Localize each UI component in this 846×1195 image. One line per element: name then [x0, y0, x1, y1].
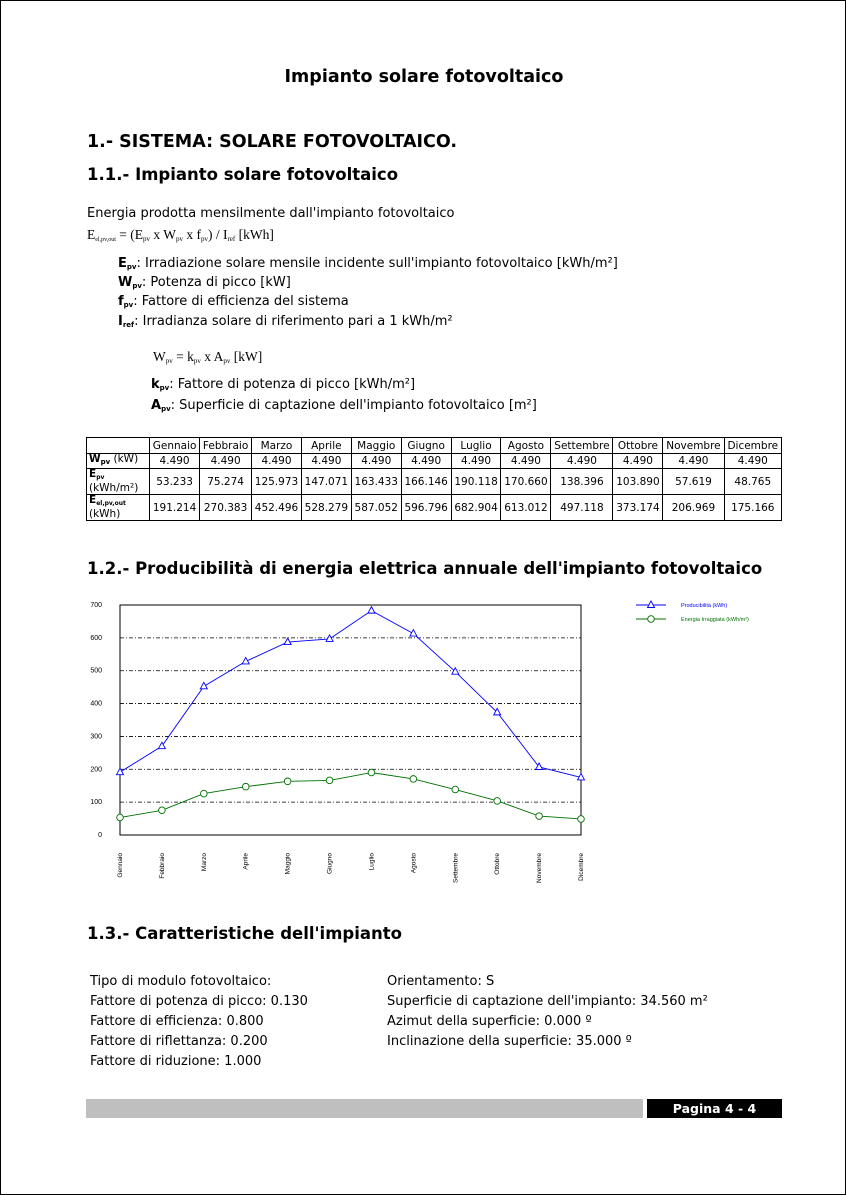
table-cell: 57.619	[663, 469, 724, 495]
month-header: Novembre	[663, 438, 724, 454]
table-cell: 270.383	[200, 495, 252, 521]
table-cell: 4.490	[451, 454, 501, 469]
x-tick-label: Agosto	[410, 853, 418, 874]
y-tick-label: 200	[90, 766, 102, 774]
table-cell: 613.012	[501, 495, 551, 521]
data-point	[117, 814, 124, 821]
definition-fpv: $f_{pv}$: Fattore di efficienza del sistema	[118, 294, 349, 309]
x-tick-label: Aprile	[242, 853, 250, 870]
legend-label: Energia Irraggiata (kWh/m²)	[681, 617, 749, 623]
month-header: Settembre	[551, 438, 613, 454]
month-header: Dicembre	[724, 438, 781, 454]
data-point	[326, 777, 333, 784]
table-cell: 373.174	[613, 495, 663, 521]
footer-bar	[86, 1099, 643, 1118]
month-header: Aprile	[301, 438, 351, 454]
energy-production-chart	[81, 593, 781, 893]
table-cell: 4.490	[724, 454, 781, 469]
x-tick-label: Ottobre	[494, 853, 502, 875]
characteristic-inclination: Inclinazione della superficie: 35.000 º	[387, 1034, 632, 1049]
data-point	[578, 816, 585, 823]
x-tick-label: Dicembre	[578, 853, 585, 881]
table-cell: 53.233	[150, 469, 200, 495]
legend-label: Producibilità (kWh)	[681, 603, 728, 609]
table-cell: 163.433	[351, 469, 401, 495]
data-point	[494, 798, 501, 805]
x-tick-label: Settembre	[452, 853, 460, 883]
characteristics-right	[387, 972, 708, 1052]
series-line	[120, 611, 581, 778]
x-tick-label: Marzo	[200, 853, 208, 872]
formula-main: $Eel,pv,out = (E_{pv}$ x $W_{pv}$ x $f_{pv}) / I_{ref}$ [kWh]	[87, 227, 274, 243]
data-point	[284, 638, 291, 645]
table-cell: 170.660	[501, 469, 551, 495]
table-cell: 175.166	[724, 495, 781, 521]
table-cell: 4.490	[551, 454, 613, 469]
data-point	[242, 783, 249, 790]
table-cell: 4.490	[150, 454, 200, 469]
data-point	[452, 668, 459, 675]
definition-wpv: $W_{pv}$: Potenza di picco [kW]	[118, 275, 291, 290]
y-tick-label: 0	[98, 832, 102, 839]
data-point	[494, 708, 501, 715]
month-header: Ottobre	[613, 438, 663, 454]
table-cell: 4.490	[252, 454, 302, 469]
table-cell: 4.490	[351, 454, 401, 469]
y-tick-label: 500	[90, 667, 102, 675]
data-point	[536, 813, 543, 820]
row-header-wpv: $W_{pv}$ (kW)	[87, 454, 150, 469]
table-cell: 103.890	[613, 469, 663, 495]
month-header: Febbraio	[200, 438, 252, 454]
data-point	[201, 790, 208, 797]
data-point	[200, 682, 207, 689]
characteristic-surface-area: Superficie di captazione dell'impianto: 34.560 m²	[387, 994, 708, 1009]
y-tick-label: 100	[90, 799, 102, 807]
monthly-data-table	[86, 437, 782, 521]
section-heading-1-3: 1.3.- Caratteristiche dell'impianto	[87, 924, 402, 943]
x-tick-label: Febbraio	[158, 853, 166, 879]
definition-apv: $A_{pv}$: Superficie di captazione dell'impianto fotovoltaico [m²]	[151, 398, 537, 413]
table-header-row	[87, 438, 782, 454]
table-cell: 4.490	[301, 454, 351, 469]
x-tick-label: Gennaio	[117, 853, 124, 878]
series-line	[120, 773, 581, 819]
month-header: Agosto	[501, 438, 551, 454]
table-row	[87, 495, 782, 521]
month-header: Marzo	[252, 438, 302, 454]
table-row	[87, 469, 782, 495]
table-corner-cell	[87, 438, 150, 454]
definition-iref: $I_{ref}$: Irradianza solare di riferimento pari a 1 kWh/m²	[118, 314, 453, 329]
table-cell: 528.279	[301, 495, 351, 521]
characteristic-reflectance-factor: Fattore di riflettanza: 0.200	[90, 1034, 268, 1049]
table-cell: 147.071	[301, 469, 351, 495]
section-heading-1-1: 1.1.- Impianto solare fotovoltaico	[87, 165, 399, 184]
month-header: Giugno	[401, 438, 451, 454]
characteristics-left	[90, 972, 308, 1072]
section-heading-1: 1.- SISTEMA: SOLARE FOTOVOLTAICO.	[87, 132, 458, 152]
x-tick-label: Luglio	[368, 853, 376, 871]
table-cell: 166.146	[401, 469, 451, 495]
y-tick-label: 300	[90, 733, 102, 741]
x-tick-label: Giugno	[326, 853, 334, 874]
page-number: Pagina 4 - 4	[647, 1099, 782, 1118]
data-point	[452, 786, 459, 793]
characteristic-module-type: Tipo di modulo fotovoltaico:	[90, 974, 272, 989]
table-cell: 75.274	[200, 469, 252, 495]
table-cell: 125.973	[252, 469, 302, 495]
row-header-epv: Epv (kWh/m²)	[87, 469, 150, 495]
data-point	[368, 607, 375, 614]
characteristic-reduction-factor: Fattore di riduzione: 1.000	[90, 1054, 262, 1069]
y-tick-label: 400	[90, 700, 102, 708]
table-cell: 138.396	[551, 469, 613, 495]
table-cell: 596.796	[401, 495, 451, 521]
y-tick-label: 600	[90, 634, 102, 642]
data-point	[284, 778, 291, 785]
table-cell: 190.118	[451, 469, 501, 495]
table-cell: 4.490	[501, 454, 551, 469]
formula-second: $W_{pv} = k_{pv}$ x $A_{pv}$ [kW]	[153, 349, 263, 365]
month-header: Maggio	[351, 438, 401, 454]
data-point	[159, 807, 166, 814]
document-title: Impianto solare fotovoltaico	[284, 67, 564, 87]
data-point	[368, 769, 375, 776]
table-cell: 497.118	[551, 495, 613, 521]
table-cell: 4.490	[401, 454, 451, 469]
table-cell: 48.765	[724, 469, 781, 495]
table-cell: 4.490	[200, 454, 252, 469]
plot-frame	[120, 605, 581, 835]
row-header-eelpvout: Eel,pv,out (kWh)	[87, 495, 150, 521]
y-tick-label: 700	[90, 602, 102, 609]
section-heading-1-2: 1.2.- Producibilità di energia elettrica annuale dell'impianto fotovoltaico	[87, 559, 763, 578]
table-cell: 191.214	[150, 495, 200, 521]
table-cell: 206.969	[663, 495, 724, 521]
characteristic-azimuth: Azimut della superficie: 0.000 º	[387, 1014, 592, 1029]
formula-intro: Energia prodotta mensilmente dall'impianto fotovoltaico	[87, 206, 455, 221]
x-tick-label: Maggio	[284, 853, 292, 875]
characteristic-peak-power-factor: Fattore di potenza di picco: 0.130	[90, 994, 308, 1009]
characteristic-efficiency-factor: Fattore di efficienza: 0.800	[90, 1014, 264, 1029]
definition-epv: $E_{pv}$: Irradiazione solare mensile incidente sull'impianto fotovoltaico [kWh/m²]	[118, 256, 618, 271]
table-cell: 587.052	[351, 495, 401, 521]
data-point	[410, 630, 417, 637]
x-tick-label: Novembre	[536, 853, 544, 883]
data-point	[410, 776, 417, 783]
table-row	[87, 454, 782, 469]
table-cell: 452.496	[252, 495, 302, 521]
table-cell: 682.904	[451, 495, 501, 521]
table-cell: 4.490	[663, 454, 724, 469]
characteristic-orientation: Orientamento: S	[387, 974, 495, 989]
table-cell: 4.490	[613, 454, 663, 469]
definition-kpv: $k_{pv}$: Fattore di potenza di picco [kWh/m²]	[151, 377, 416, 392]
legend-marker	[648, 616, 655, 623]
month-header: Luglio	[451, 438, 501, 454]
month-header: Gennaio	[150, 438, 200, 454]
legend-marker	[648, 601, 655, 608]
